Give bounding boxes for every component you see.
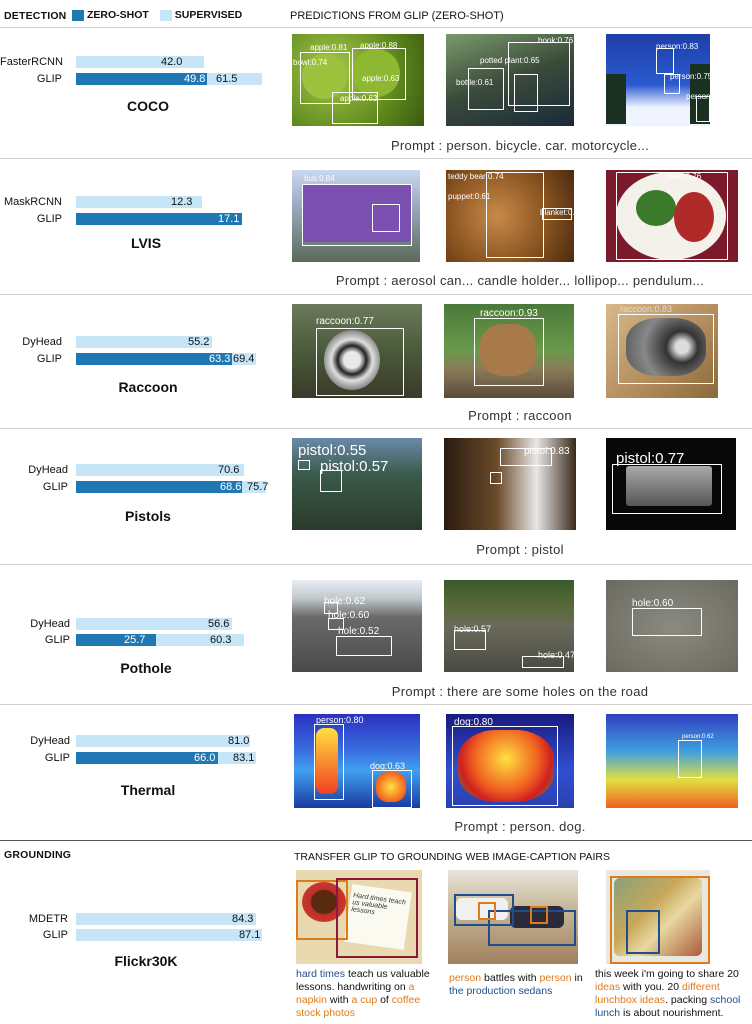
caption-segment: coffee stock photos: [296, 994, 421, 1019]
predictions-title: PREDICTIONS FROM GLIP (ZERO-SHOT): [290, 10, 504, 22]
caption-segment: of: [377, 994, 392, 1006]
dataset-name: COCO: [127, 98, 169, 114]
glip-label: GLIP: [36, 353, 62, 365]
caption-segment: this week i'm going to share 20: [595, 968, 739, 980]
glip-zero-value: 17.1: [218, 213, 240, 225]
baseline-value: 42.0: [161, 56, 183, 68]
pothole-image-1: hole:0.62 hole:0.60 hole:0.52: [292, 580, 422, 672]
zero-shot-swatch: [72, 10, 84, 21]
baseline-label: DyHead: [22, 336, 62, 348]
pothole-image-2: hole:0.57 hole:0.47: [444, 580, 574, 672]
glip-zero-bar: [76, 481, 242, 493]
caption-lunchbox: [595, 968, 750, 1020]
baseline-label: FasterRCNN: [0, 56, 63, 68]
raccoon-image-1: raccoon:0.77: [292, 304, 422, 398]
caption-segment: . packing: [665, 994, 711, 1006]
flickr-image-race: [448, 870, 578, 964]
caption-race: [449, 972, 589, 998]
glip-zero-value: 25.7: [124, 634, 146, 646]
caption-segment: person: [449, 972, 482, 984]
caption-segment: ideas: [595, 981, 621, 993]
glip-label: GLIP: [42, 481, 68, 493]
caption-segment: a cup: [351, 994, 378, 1006]
baseline-label: MDETR: [28, 913, 68, 925]
pistols-image-2: pistol:0.83: [444, 438, 576, 530]
glip-zero-value: 49.8: [184, 73, 206, 85]
row-divider: [0, 428, 752, 429]
thermal-image-3: person:0.62: [606, 714, 738, 808]
caption-segment: with you. 20: [620, 981, 682, 993]
glip-sup-value: 83.1: [233, 752, 255, 764]
row-divider: [0, 158, 752, 159]
thermal-image-2: dog:0.80: [446, 714, 574, 808]
prompt-text: Prompt : person. dog.: [454, 819, 586, 834]
baseline-bar: [76, 56, 204, 68]
dataset-name: LVIS: [130, 235, 162, 251]
baseline-value: 12.3: [171, 196, 193, 208]
dataset-name: Flickr30K: [114, 953, 178, 969]
coco-image-kitchen: book:0.76 potted plant:0.65 bottle:0.61: [446, 34, 574, 126]
caption-segment: hard times: [296, 968, 346, 980]
glip-zero-value: 63.3: [209, 353, 231, 365]
dataset-name: Pistols: [125, 508, 171, 524]
row-divider: [0, 564, 752, 565]
section-divider: [0, 840, 752, 841]
header-divider: [0, 27, 752, 28]
dataset-name: Pothole: [120, 660, 172, 676]
caption-segment: is about nourishment.: [620, 1007, 724, 1019]
prompt-text: Prompt : aerosol can... candle holder... lollipop... pendulum...: [335, 273, 705, 288]
baseline-label: DyHead: [30, 735, 70, 747]
caption-segment: different lunchbox ideas: [595, 981, 720, 1006]
glip-label: GLIP: [42, 929, 68, 941]
glip-sup-value: 61.5: [216, 73, 238, 85]
detection-header: DETECTION: [4, 10, 67, 22]
raccoon-image-3: raccoon:0.83: [606, 304, 718, 398]
caption-segment: school lunch: [595, 994, 741, 1019]
prompt-text: Prompt : person. bicycle. car. motorcycle...: [390, 138, 650, 153]
caption-segment: teach us valuable lessons. handwriting on: [296, 968, 430, 993]
baseline-label: DyHead: [30, 618, 70, 630]
coco-image-apples: apple:0.81 apple:0.88 bowl:0.74 apple:0.63 apple:0.63: [292, 34, 424, 126]
baseline-bar: [76, 735, 250, 747]
baseline-label: MaskRCNN: [3, 196, 62, 208]
glip-label: GLIP: [36, 73, 62, 85]
thermal-image-1: person:0.80 dog:0.63: [294, 714, 420, 808]
glip-zero-value: 66.0: [194, 752, 216, 764]
flickr-image-lunchbox: [606, 870, 710, 964]
flickr-image-coffee: [296, 870, 422, 964]
legend: [72, 9, 242, 21]
baseline-value: 55.2: [188, 336, 210, 348]
prompt-text: Prompt : pistol: [476, 542, 564, 557]
dataset-name: Raccoon: [118, 379, 178, 395]
caption-segment: person: [539, 972, 572, 984]
glip-zero-value: 68.6: [220, 481, 242, 493]
lvis-image-plate: plate:0.76: [606, 170, 738, 262]
caption-segment: with: [326, 994, 352, 1006]
glip-label: GLIP: [44, 634, 70, 646]
pistols-image-1: pistol:0.55 pistol:0.57: [292, 438, 422, 530]
glip-sup-value: 60.3: [210, 634, 232, 646]
baseline-value: 84.3: [232, 913, 254, 925]
baseline-label: DyHead: [28, 464, 68, 476]
caption-segment: battles with: [481, 972, 540, 984]
caption-coffee: [296, 968, 442, 1020]
caption-segment: in: [571, 972, 583, 984]
baseline-bar: [76, 913, 256, 925]
lvis-image-teddy: teddy bear:0.74 puppet:0.61 blanket:0.47: [446, 170, 574, 262]
prompt-text: Prompt : there are some holes on the road: [391, 684, 649, 699]
baseline-value: 56.6: [208, 618, 230, 630]
row-divider: [0, 704, 752, 705]
glip-sup-value: 69.4: [233, 353, 255, 365]
baseline-value: 81.0: [228, 735, 250, 747]
glip-value: 87.1: [239, 929, 261, 941]
prompt-text: Prompt : raccoon: [468, 408, 572, 423]
glip-label: GLIP: [44, 752, 70, 764]
transfer-title: TRANSFER GLIP TO GROUNDING WEB IMAGE-CAPTION PAIRS: [294, 851, 611, 863]
dataset-name: Thermal: [120, 782, 176, 798]
pistols-image-3: pistol:0.77: [606, 438, 736, 530]
row-divider: [0, 294, 752, 295]
legend-supervised: SUPERVISED: [174, 9, 243, 21]
supervised-swatch: [160, 10, 172, 21]
grounding-header: GROUNDING: [4, 849, 72, 861]
caption-segment: the production sedans: [449, 985, 553, 997]
legend-zero-shot: ZERO-SHOT: [87, 9, 149, 21]
glip-bar: [76, 929, 262, 941]
coco-image-skiers: person:0.83 person:0.75 person:0.86: [606, 34, 710, 126]
pothole-image-3: hole:0.60: [606, 580, 738, 672]
lvis-image-bus: bus:0.84: [292, 170, 420, 262]
raccoon-image-2: raccoon:0.93: [444, 304, 574, 398]
baseline-value: 70.6: [218, 464, 240, 476]
napkin-text: Hard times teach us valuable lessons: [350, 892, 407, 917]
caption-segment: a napkin: [296, 981, 415, 1006]
glip-sup-value: 75.7: [247, 481, 269, 493]
glip-label: GLIP: [36, 213, 62, 225]
